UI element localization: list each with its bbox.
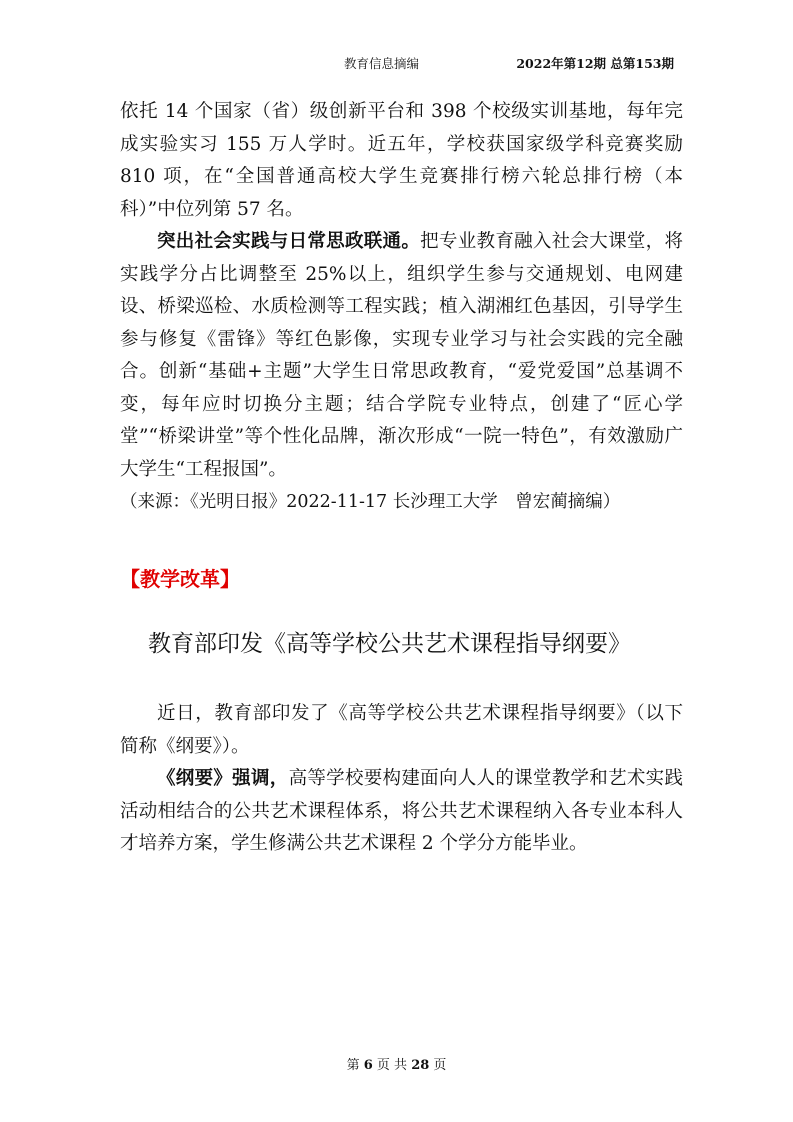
article1-paragraph-2 [120, 226, 683, 486]
footer-middle: 页 共 [376, 1058, 408, 1073]
footer-page-number: 6 [363, 1058, 373, 1073]
publication-name: 教育信息摘编 [344, 56, 420, 71]
article1-paragraph-1: 依托 14 个国家（省）级创新平台和 398 个校级实训基地，每年完成实验实习 155 万人学时。近五年，学校获国家级学科竞赛奖励 810 项，在“全国普通高校大学生竞赛排行榜六轮总排行榜（本科）”中位列第 57 名。 [120, 101, 683, 220]
footer-total-pages: 28 [411, 1058, 430, 1073]
article2-title: 教育部印发《高等学校公共艺术课程指导纲要》 [148, 631, 631, 657]
article2-paragraph-2-body: 高等学校要构建面向人人的课堂教学和艺术实践活动相结合的公共艺术课程体系，将公共艺术课程纳入各专业本科人才培养方案，学生修满公共艺术课程 2 个学分方能毕业。 [120, 768, 683, 854]
article1-source: （来源：《光明日报》2022-11-17 长沙理工大学 曾宏蔺摘编） [120, 492, 621, 512]
section-heading: 【教学改革】 [120, 567, 240, 591]
page-content [120, 96, 683, 861]
issue-number: 2022年第12期 总第153期 [516, 56, 674, 71]
article1-paragraph-2-body: 把专业教育融入社会大课堂，将实践学分占比调整至 25%以上，组织学生参与交通规划、电网建设、桥梁巡检、水质检测等工程实践；植入湖湘红色基因，引导学生参与修复《雷锋》等红色影像，实现专业学习与社会实践的完全融合。创新“基础+主题”大学生日常思政教育，“爱党爱国”总基调不变，每年应时切换分主题；结合学院专业特点，创建了“匠心学堂”“桥梁讲堂”等个性化品牌，渐次形成“一院一特色”，有效激励广大学生“工程报国”。 [120, 231, 683, 480]
page-header [0, 54, 793, 74]
footer-prefix: 第 [346, 1058, 360, 1073]
article2-paragraph-2 [120, 763, 683, 861]
article1-paragraph-2-lead: 突出社会实践与日常思政联通。 [157, 231, 421, 252]
article2-paragraph-2-lead: 《纲要》强调， [157, 768, 289, 789]
footer-suffix: 页 [433, 1058, 447, 1073]
page-footer [0, 1054, 793, 1073]
article2-paragraph-1: 近日，教育部印发了《高等学校公共艺术课程指导纲要》（以下简称《纲要》）。 [120, 703, 683, 757]
